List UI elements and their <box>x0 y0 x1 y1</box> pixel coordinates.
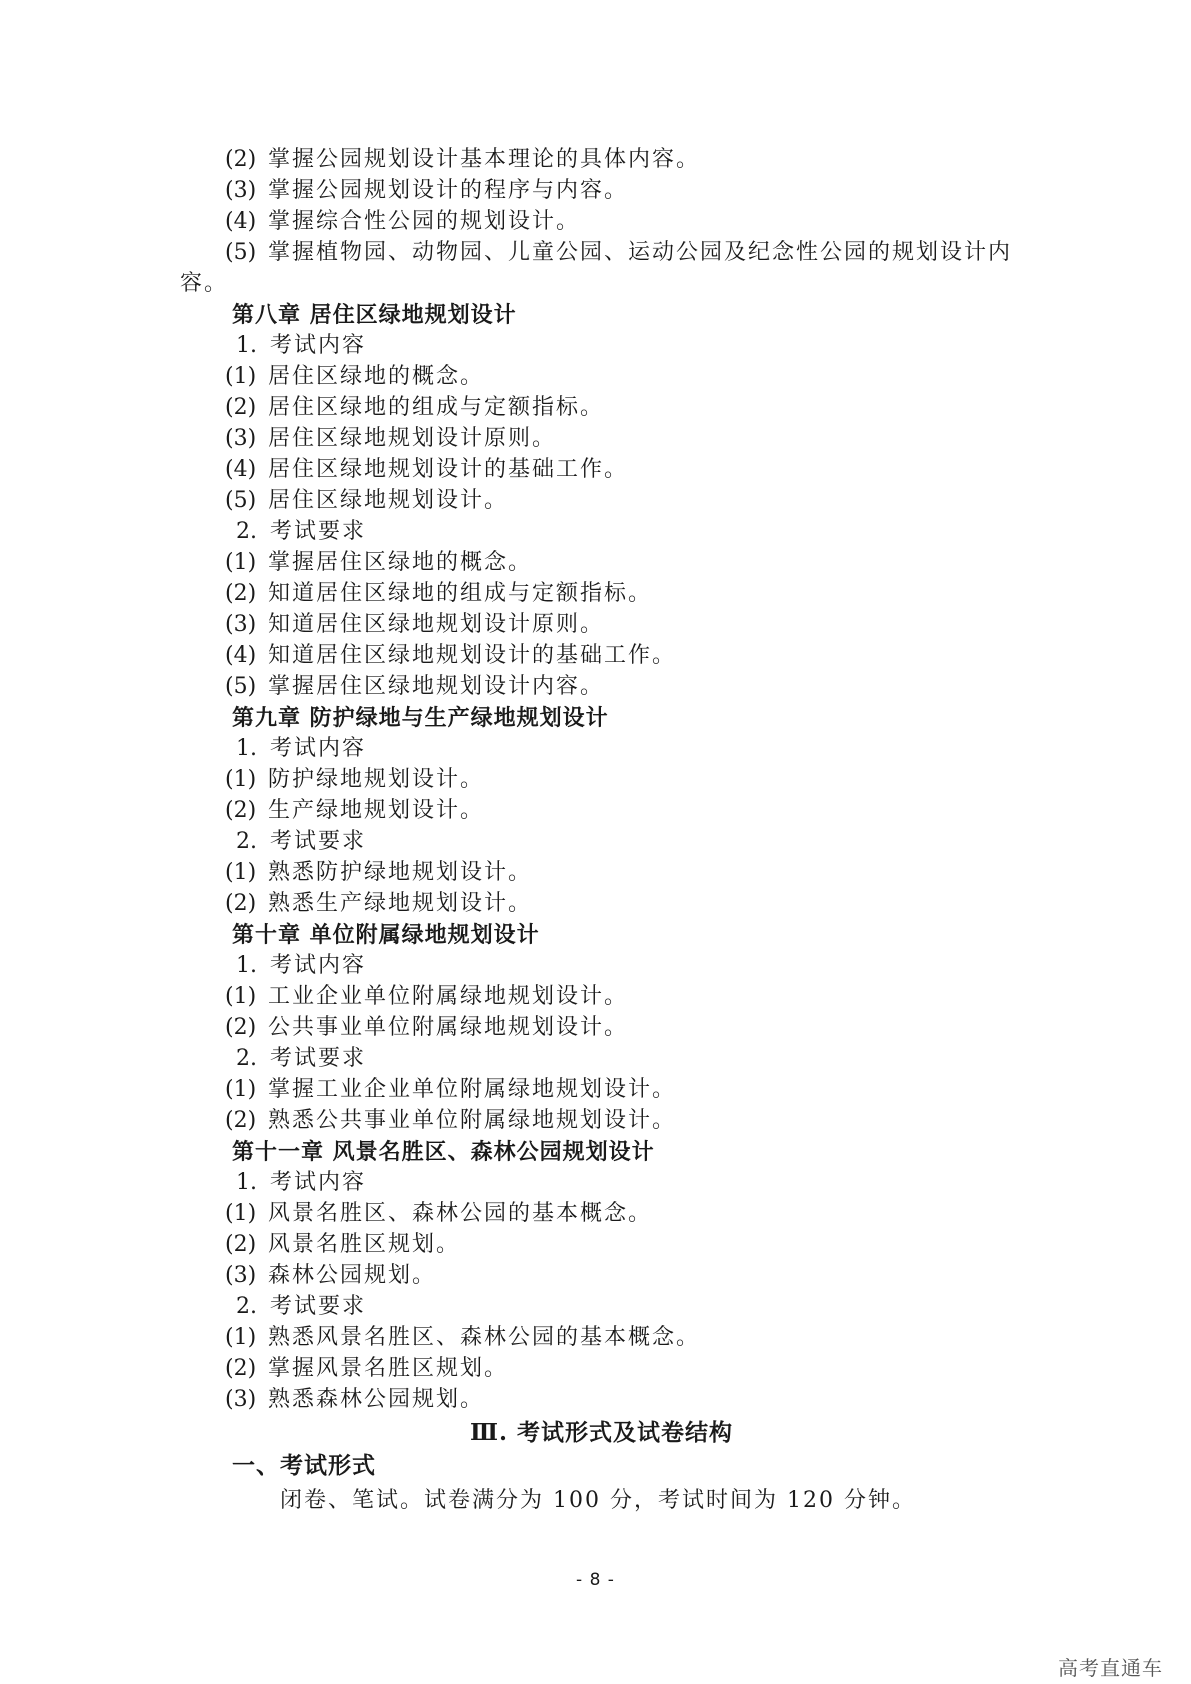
watermark-text: 高考直通车 <box>1058 1656 1163 1680</box>
subsection-label: 2. 考试要求 <box>236 829 367 854</box>
list-item: (3) 居住区绿地规划设计原则。 <box>225 426 557 451</box>
chapter-11-heading: 第十一章 风景名胜区、森林公园规划设计 <box>232 1139 655 1165</box>
list-item: (1) 防护绿地规划设计。 <box>225 767 485 792</box>
page-number: - 8 - <box>576 1570 615 1590</box>
list-item: (2) 熟悉公共事业单位附属绿地规划设计。 <box>225 1108 677 1133</box>
list-item-continuation: 容。 <box>180 271 229 296</box>
list-item: (2) 掌握风景名胜区规划。 <box>225 1356 509 1381</box>
list-item: (2) 熟悉生产绿地规划设计。 <box>225 891 533 916</box>
list-item: (2) 生产绿地规划设计。 <box>225 798 485 823</box>
list-item: (3) 掌握公园规划设计的程序与内容。 <box>225 178 629 203</box>
list-item: (5) 掌握植物园、动物园、儿童公园、运动公园及纪念性公园的规划设计内 <box>225 240 1013 265</box>
subsection-label: 2. 考试要求 <box>236 1046 367 1071</box>
list-item: (5) 掌握居住区绿地规划设计内容。 <box>225 674 605 699</box>
section-3-title: Ⅲ. 考试形式及试卷结构 <box>470 1419 734 1446</box>
subsection-label: 1. 考试内容 <box>236 953 367 978</box>
list-item: (1) 风景名胜区、森林公园的基本概念。 <box>225 1201 653 1226</box>
subsection-label: 2. 考试要求 <box>236 1294 367 1319</box>
list-item: (1) 工业企业单位附属绿地规划设计。 <box>225 984 629 1009</box>
list-item: (2) 公共事业单位附属绿地规划设计。 <box>225 1015 629 1040</box>
list-item: (1) 掌握工业企业单位附属绿地规划设计。 <box>225 1077 677 1102</box>
list-item: (1) 熟悉风景名胜区、森林公园的基本概念。 <box>225 1325 701 1350</box>
list-item: (4) 居住区绿地规划设计的基础工作。 <box>225 457 629 482</box>
exam-format-text: 闭卷、笔试。试卷满分为 100 分，考试时间为 120 分钟。 <box>280 1488 916 1513</box>
list-item: (3) 知道居住区绿地规划设计原则。 <box>225 612 605 637</box>
list-item: (2) 风景名胜区规划。 <box>225 1232 461 1257</box>
list-item: (1) 熟悉防护绿地规划设计。 <box>225 860 533 885</box>
subsection-label: 2. 考试要求 <box>236 519 367 544</box>
list-item: (1) 居住区绿地的概念。 <box>225 364 485 389</box>
subsection-label: 1. 考试内容 <box>236 1170 367 1195</box>
list-item: (3) 熟悉森林公园规划。 <box>225 1387 485 1412</box>
subsection-label: 1. 考试内容 <box>236 333 367 358</box>
chapter-9-heading: 第九章 防护绿地与生产绿地规划设计 <box>232 705 609 731</box>
exam-format-heading: 一、考试形式 <box>232 1452 376 1479</box>
list-item: (2) 知道居住区绿地的组成与定额指标。 <box>225 581 653 606</box>
list-item: (4) 掌握综合性公园的规划设计。 <box>225 209 581 234</box>
subsection-label: 1. 考试内容 <box>236 736 367 761</box>
list-item: (4) 知道居住区绿地规划设计的基础工作。 <box>225 643 677 668</box>
list-item: (5) 居住区绿地规划设计。 <box>225 488 509 513</box>
list-item: (1) 掌握居住区绿地的概念。 <box>225 550 533 575</box>
list-item: (2) 居住区绿地的组成与定额指标。 <box>225 395 605 420</box>
list-item: (2) 掌握公园规划设计基本理论的具体内容。 <box>225 147 701 172</box>
list-item: (3) 森林公园规划。 <box>225 1263 437 1288</box>
chapter-8-heading: 第八章 居住区绿地规划设计 <box>232 302 517 328</box>
chapter-10-heading: 第十章 单位附属绿地规划设计 <box>232 922 540 948</box>
